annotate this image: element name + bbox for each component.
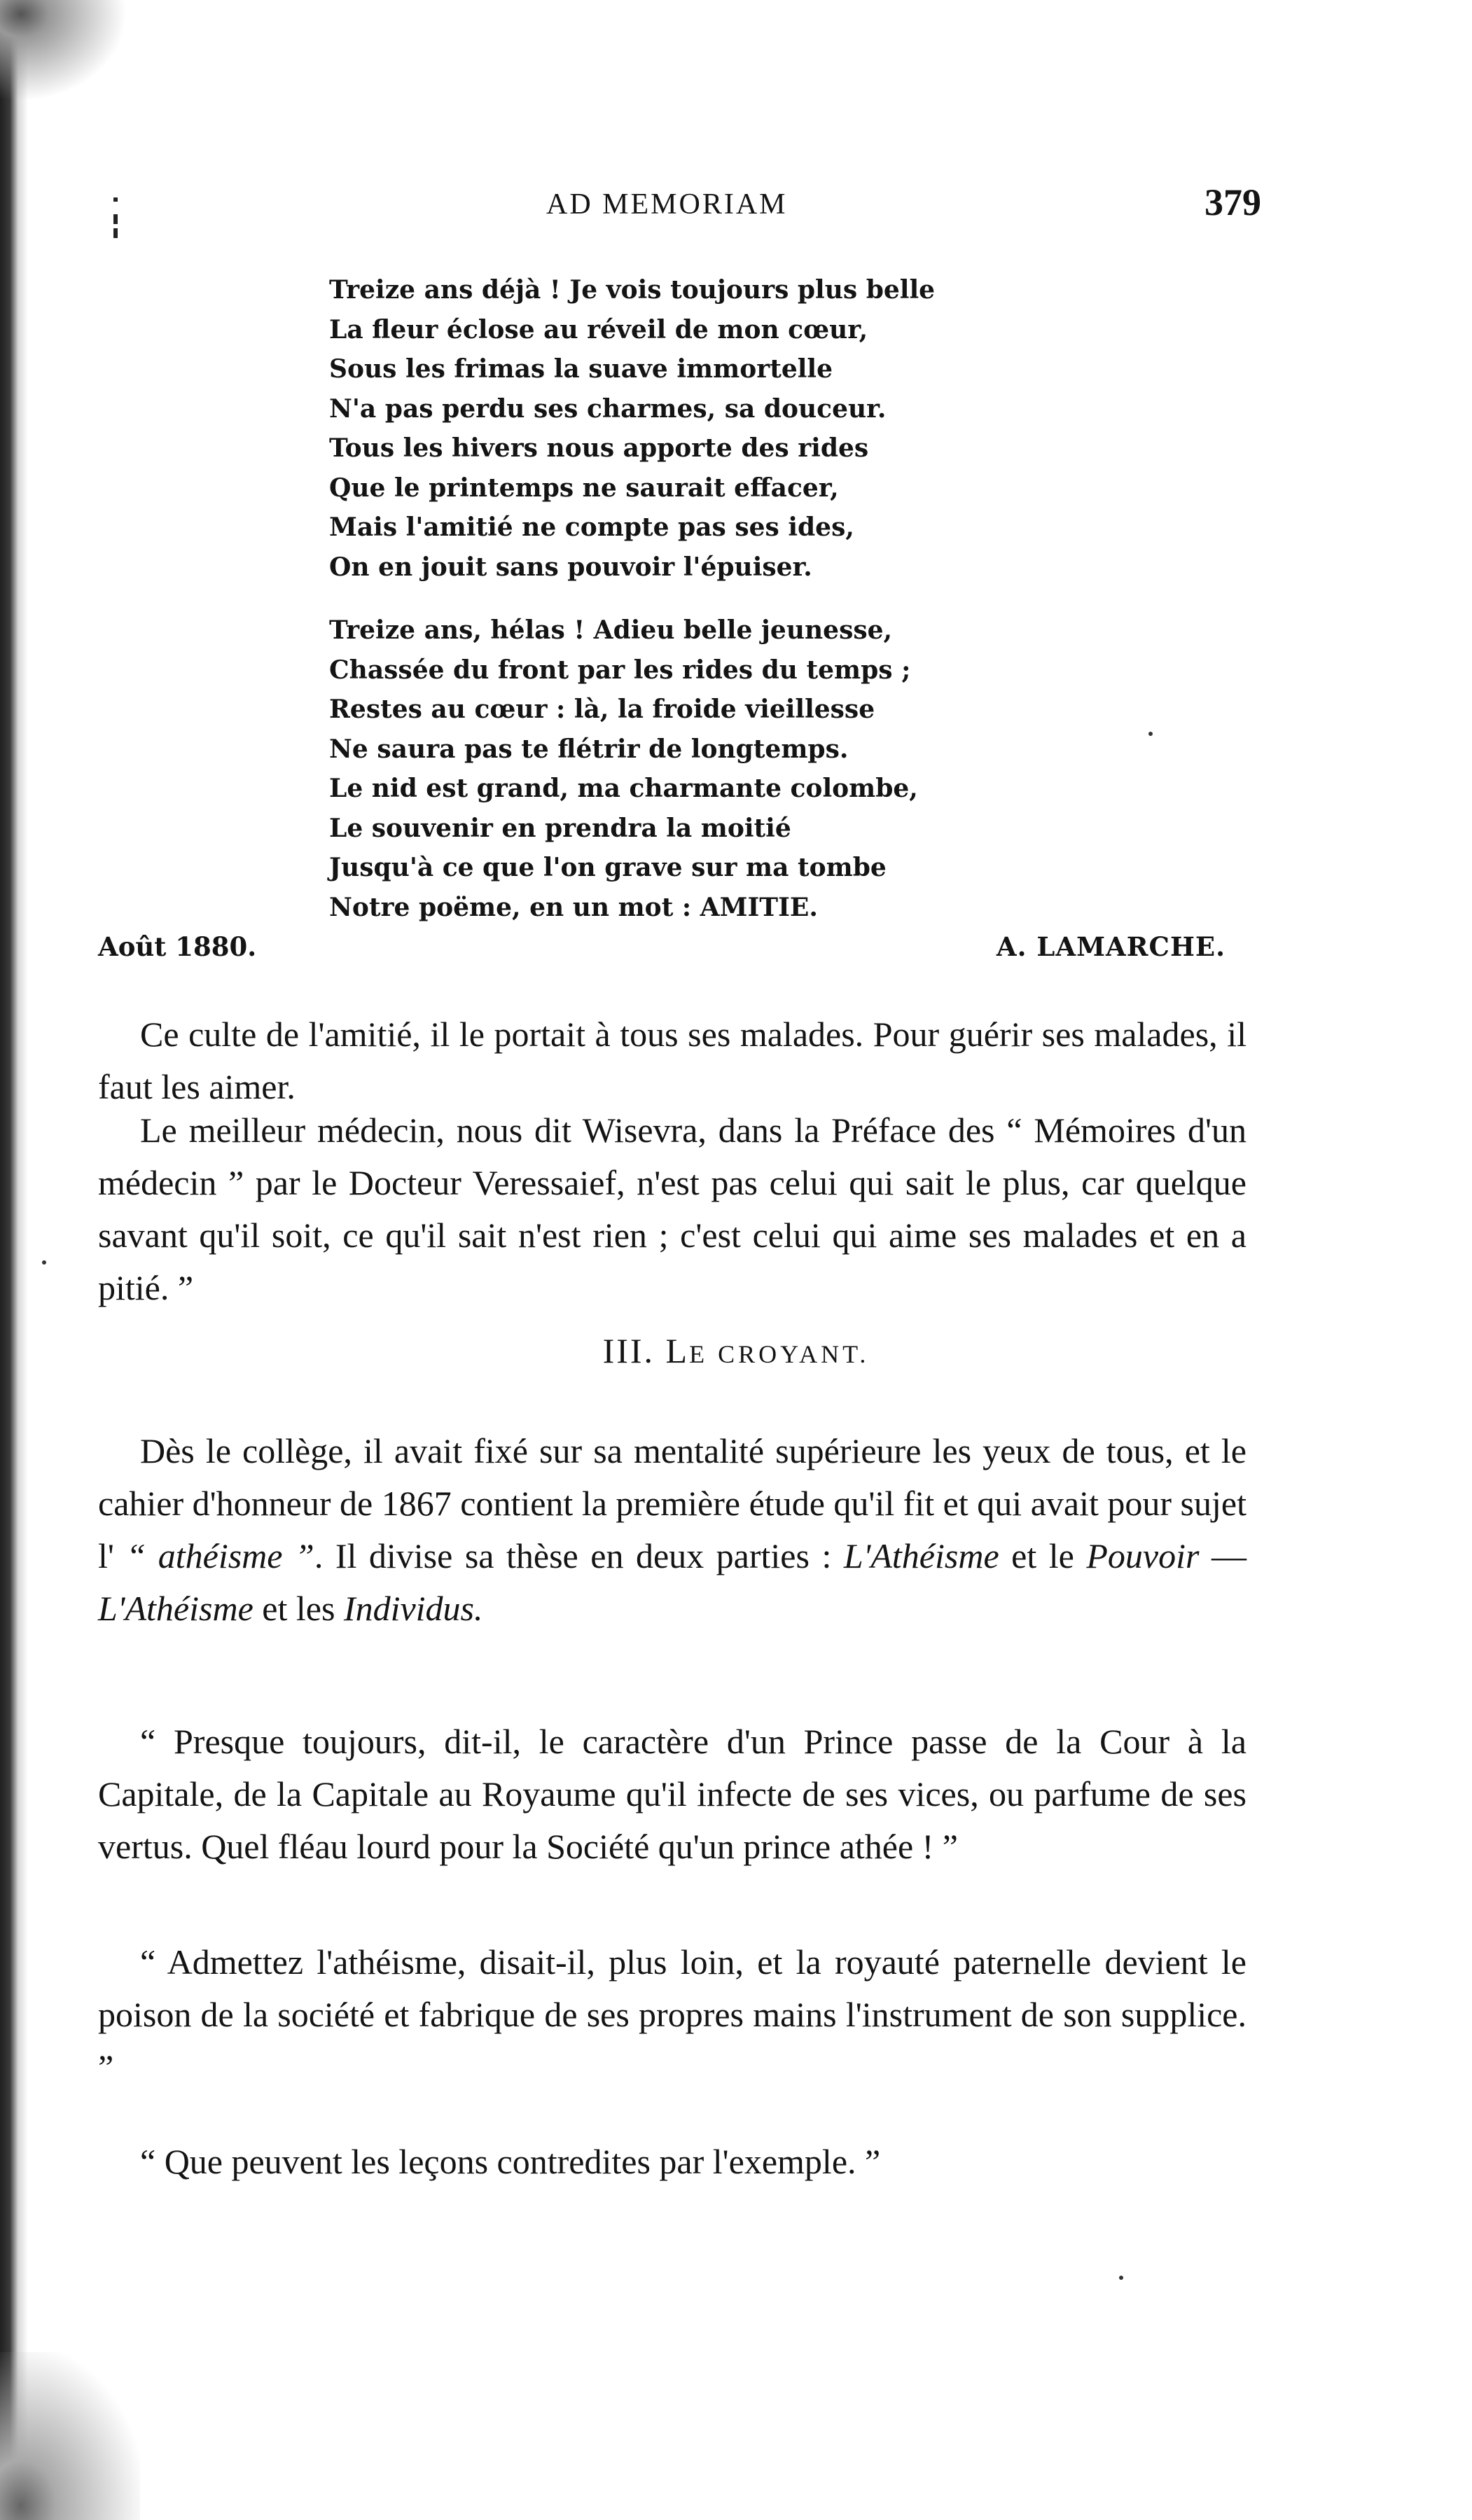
section-title-initial: L [665,1331,690,1370]
text-run: et les [253,1589,344,1628]
poem-line: Treize ans, hélas ! Adieu belle jeunesse, [329,615,893,645]
italic-term: L'Athéisme [843,1536,999,1575]
poem-line: Restes au cœur : là, la froide vieillesse [329,695,875,724]
scan-edge-shadow [0,0,28,2520]
poem-date: Août 1880. [98,931,257,962]
page-number: 379 [1204,181,1261,223]
poem-line: Le nid est grand, ma charmante colombe, [329,774,918,803]
poem-line: Notre poëme, en un mot : AMITIE. [329,892,818,922]
paragraph-text: Le meilleur médecin, nous dit Wisevra, dans la Préface des “ Mémoires d'un médecin ” par le Docteur Veressaief, n'est pas celui qui sait le plus, car quelque savant qu'il soit, ce qu'il sait n'est rien ; c'est celui qui aime ses malades et en a pitié. ” [98,1111,1247,1307]
paragraph-text: “ Que peuvent les leçons contredites par l'exemple. ” [140,2142,881,2181]
italic-term: Pouvoir [1086,1536,1200,1575]
scan-speck [1119,2276,1123,2280]
poem-author: A. LAMARCHE. [996,931,1225,962]
text-run: . Il divise sa thèse en deux parties : [314,1536,844,1575]
poem-line: Ne saura pas te flétrir de longtemps. [329,734,849,764]
poem-stanza-1 [329,270,1064,587]
poem-line: Treize ans déjà ! Je vois toujours plus belle [329,275,936,305]
scan-mark [113,214,118,224]
paragraph-text: “ Admettez l'athéisme, disait-il, plus loin, et la royauté paternelle devient le poison de la société et fabrique de ses propres mains l'instrument de son supplice. ” [98,1942,1247,2087]
body-paragraph-6 [98,2136,1247,2188]
body-paragraph-1 [98,1008,1247,1113]
poem-line: Le souvenir en prendra la moitié [329,813,791,843]
poem-line: Mais l'amitié ne compte pas ses ides, [329,513,854,542]
poem-line: N'a pas perdu ses charmes, sa douceur. [329,394,887,424]
text-run: — [1199,1536,1247,1575]
poem-line: Sous les frimas la suave immortelle [329,354,833,384]
poem-line: La fleur éclose au réveil de mon cœur, [329,314,868,344]
paragraph-text: Ce culte de l'amitié, il le portait à tous ses malades. Pour guérir ses malades, il faut les aimer. [98,1015,1247,1106]
scan-speck [42,1260,46,1265]
poem-line: On en jouit sans pouvoir l'épuiser. [329,552,812,582]
paragraph-text: “ Presque toujours, dit-il, le caractère d'un Prince passe de la Cour à la Capitale, de la Capitale au Royaume qu'il infecte de ses vices, ou parfume de ses vertus. Quel fléau lourd pour la Société qu'un prince athée ! ” [98,1722,1247,1866]
poem-line: Que le printemps ne saurait effacer, [329,473,839,503]
poem-stanza-2 [329,611,1064,927]
body-paragraph-3 [98,1425,1247,1635]
section-title: E CROYANT. [689,1340,870,1368]
body-paragraph-2 [98,1104,1247,1314]
text-run: Dès le collège, il avait fixé sur sa mentalité supérieure les yeux de tous, et le cahier d'honneur de 1867 contient la première étude qu'il fit et qui avait pour sujet l' [98,1431,1247,1575]
poem-line: Jusqu'à ce que l'on grave sur ma tombe [329,853,887,882]
italic-term: Individus. [343,1589,483,1628]
paragraph-text [98,1425,1247,1635]
italic-term: L'Athéisme [98,1589,254,1628]
text-run: et le [999,1536,1087,1575]
scan-edge-speck-bottom [0,2352,140,2520]
poem-line: Chassée du front par les rides du temps ; [329,655,911,685]
section-heading [0,1330,1472,1371]
running-head: AD MEMORIAM [546,188,788,221]
poem-line: Tous les hivers nous apporte des rides [329,433,869,463]
scan-mark [113,197,118,202]
section-number: III. [602,1331,655,1370]
scan-mark [113,228,118,238]
scan-edge-speck-top [0,0,140,112]
italic-term: “ athéisme ” [126,1536,314,1575]
body-paragraph-4 [98,1715,1247,1873]
body-paragraph-5 [98,1936,1247,2094]
scan-speck [1148,732,1153,736]
